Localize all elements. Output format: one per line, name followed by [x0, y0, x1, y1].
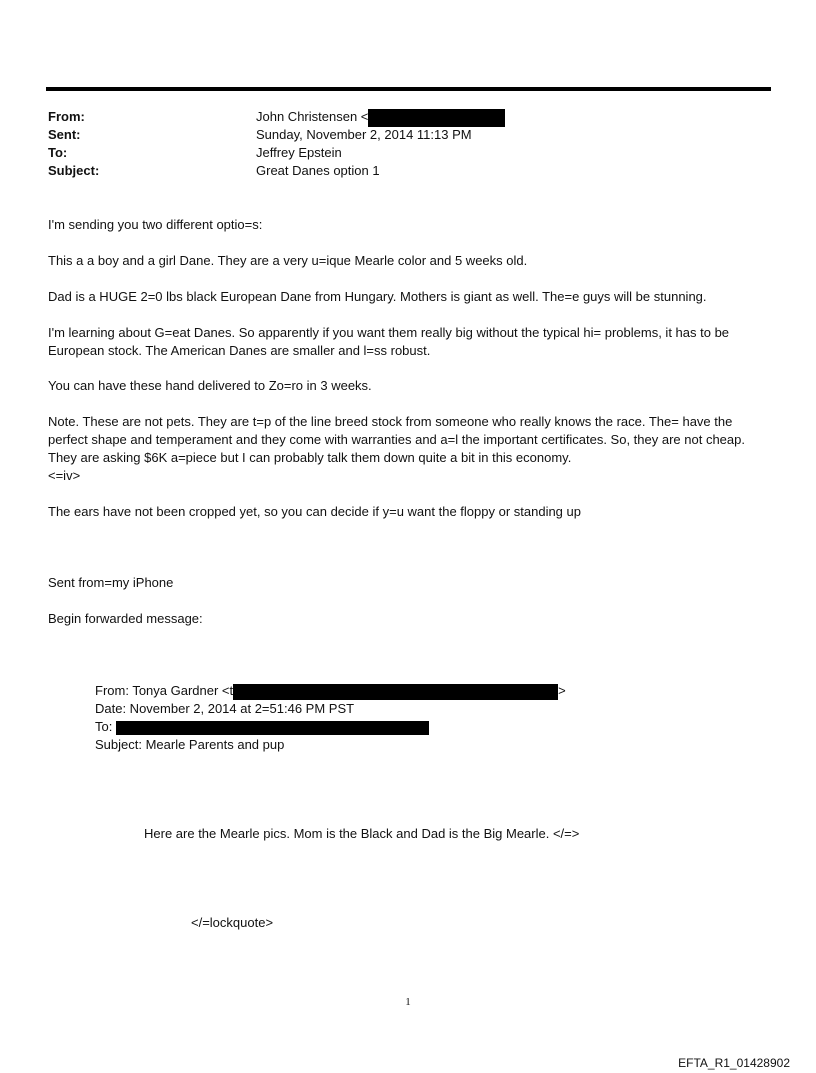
redaction-forwarded-to	[116, 721, 429, 735]
from-label: From:	[48, 109, 85, 124]
to-value: Jeffrey Epstein	[256, 145, 342, 160]
forwarded-subject: Subject: Mearle Parents and pup	[95, 737, 285, 752]
subject-value: Great Danes option 1	[256, 163, 380, 178]
forwarded-date: Date: November 2, 2014 at 2=51:46 PM PST	[95, 701, 355, 716]
sent-from-line: Sent from=my iPhone	[48, 575, 174, 590]
forwarded-from: From: Tonya Gardner <t >	[95, 683, 566, 698]
body-paragraph-4: I'm learning about G=eat Danes. So apparently if you want them really big without the typical hi= problems, it has to be European stock. The American Danes are smaller and l=ss robust.	[48, 325, 730, 358]
header-rule	[46, 87, 771, 91]
forwarded-to: To:	[95, 718, 566, 736]
body-paragraph-6-block	[48, 413, 770, 485]
body-paragraph-5: You can have these hand delivered to Zo=ro in 3 weeks.	[48, 378, 372, 393]
body-paragraph-7: The ears have not been cropped yet, so you can decide if y=u want the floppy or standing up	[48, 504, 581, 519]
from-value: John Christensen <	[256, 108, 505, 126]
body-paragraph-6: Note. These are not pets. They are t=p of the line breed stock from someone who really knows the race. The= have the perfect shape and temperament and they come with warranties and a=l the important certificates. So, they are not cheap. They are asking $6K a=piece but I can probably talk them down quite a bit in this economy.	[48, 414, 745, 465]
quoted-message: Here are the Mearle pics. Mom is the Black and Dad is the Big Mearle. </=>	[144, 826, 580, 841]
forwarded-intro: Begin forwarded message:	[48, 611, 203, 626]
redaction-from-email	[368, 109, 505, 127]
email-header	[48, 108, 505, 180]
sent-label: Sent:	[48, 127, 81, 142]
body-paragraph-2: This a a boy and a girl Dane. They are a very u=ique Mearle color and 5 weeks old.	[48, 253, 528, 268]
forwarded-header	[95, 682, 566, 754]
body-div-marker: <=iv>	[48, 468, 81, 483]
body-paragraph-3: Dad is a HUGE 2=0 lbs black European Dane from Hungary. Mothers is giant as well. The=e guys will be stunning.	[48, 289, 707, 304]
document-id: EFTA_R1_01428902	[678, 1056, 790, 1070]
subject-label: Subject:	[48, 163, 100, 178]
to-label: To:	[48, 145, 68, 160]
page-number: 1	[405, 996, 411, 1008]
lockquote-marker: </=lockquote>	[191, 915, 274, 930]
sent-value: Sunday, November 2, 2014 11:13 PM	[256, 127, 472, 142]
redaction-forwarded-from	[233, 684, 558, 700]
body-paragraph-1: I'm sending you two different optio=s:	[48, 217, 263, 232]
